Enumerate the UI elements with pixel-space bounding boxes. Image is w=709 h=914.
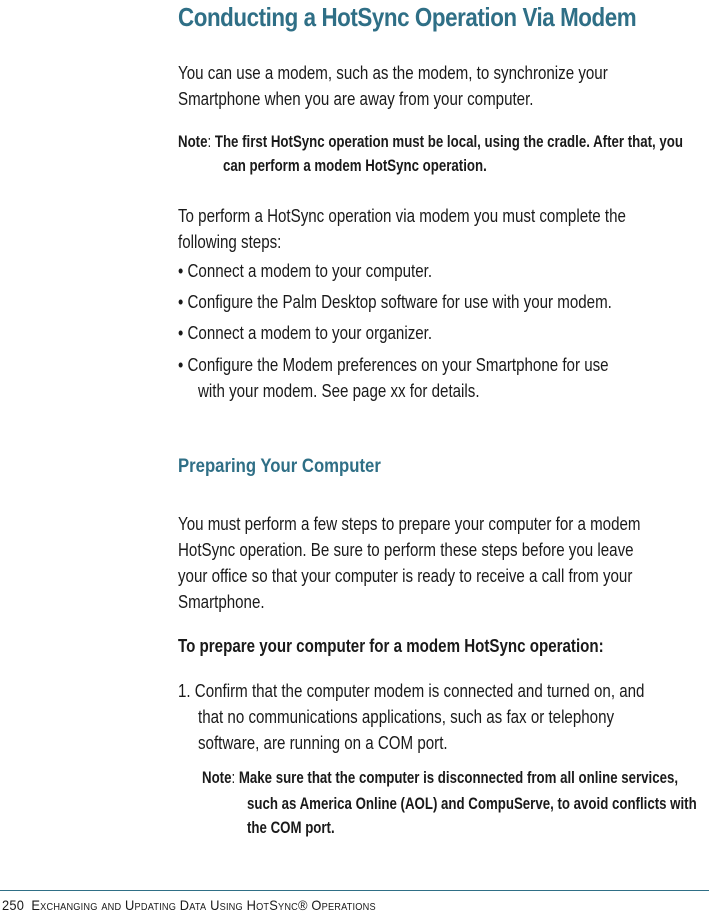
- bullet-item: • Connect a modem to your computer.: [178, 261, 433, 281]
- page-title: Conducting a HotSync Operation Via Modem: [178, 2, 637, 32]
- steps-intro-line-1: To perform a HotSync operation via modem you must complete the: [178, 206, 626, 226]
- prep-line-1: You must perform a few steps to prepare your computer for a modem: [178, 514, 641, 534]
- chapter-title: Exchanging and Updating Data Using HotSync® Operations: [31, 897, 376, 913]
- prep-line-3: your office so that your computer is ready to receive a call from your: [178, 566, 633, 586]
- bullet-item: • Configure the Palm Desktop software for use with your modem.: [178, 292, 612, 312]
- section-heading: Preparing Your Computer: [178, 456, 381, 477]
- page-footer: [2, 897, 376, 913]
- step-1-line-1: 1. Confirm that the computer modem is connected and turned on, and: [178, 681, 645, 701]
- step-1-line-2: that no communications applications, such as fax or telephony: [198, 707, 615, 727]
- note-2-line-1: Make sure that the computer is disconnected from all online services,: [238, 768, 679, 787]
- step-1-line-3: software, are running on a COM port.: [198, 733, 448, 753]
- note-1-label: Note: [178, 132, 208, 151]
- steps-intro-line-2: following steps:: [178, 232, 282, 252]
- procedure-heading: To prepare your computer for a modem HotSync operation:: [178, 636, 604, 656]
- note-2-line-3: the COM port.: [247, 818, 335, 837]
- note-2-label: Note: [202, 768, 232, 787]
- footer-divider: [0, 890, 709, 891]
- bullet-item: • Connect a modem to your organizer.: [178, 323, 433, 343]
- note-1-colon: :: [207, 132, 212, 151]
- note-2-line-2: such as America Online (AOL) and CompuServe, to avoid conflicts with: [247, 794, 697, 813]
- intro-line-2: Smartphone when you are away from your computer.: [178, 89, 534, 109]
- note-2: [202, 766, 678, 790]
- prep-line-4: Smartphone.: [178, 592, 265, 612]
- note-2-colon: :: [231, 768, 236, 787]
- note-1: [178, 130, 683, 154]
- prep-line-2: HotSync operation. Be sure to perform these steps before you leave: [178, 540, 634, 560]
- note-1-line-1: The first HotSync operation must be local, using the cradle. After that, you: [214, 132, 683, 151]
- note-1-line-2: can perform a modem HotSync operation.: [223, 156, 487, 175]
- page-number: 250: [2, 897, 25, 913]
- intro-line-1: You can use a modem, such as the modem, to synchronize your: [178, 63, 608, 83]
- bullet-item-continuation: with your modem. See page xx for details.: [198, 381, 480, 401]
- bullet-item: • Configure the Modem preferences on your Smartphone for use: [178, 355, 609, 375]
